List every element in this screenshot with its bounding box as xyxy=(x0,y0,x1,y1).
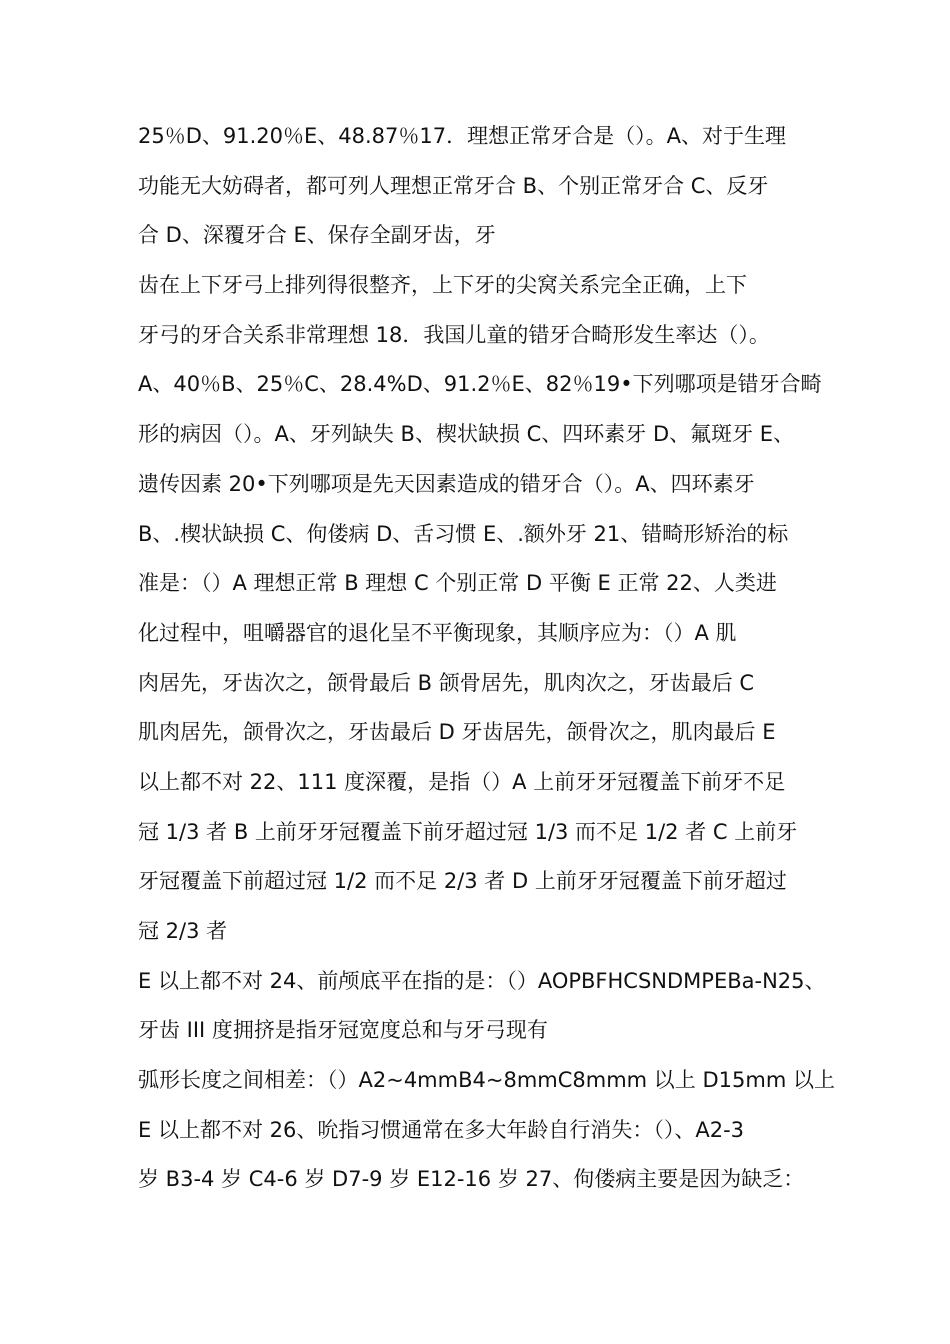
text-line: 功能无大妨碍者，都可列人理想正常牙合 B、个别正常牙合 C、反牙 xyxy=(138,173,769,198)
text-line: 肉居先，牙齿次之，颌骨最后 B 颌骨居先，肌肉次之，牙齿最后 C xyxy=(138,670,755,695)
text-line: 形的病因（）。A、牙列缺失 B、楔状缺损 C、四环素牙 D、氟斑牙 E、 xyxy=(138,422,795,447)
text-line: 牙弓的牙合关系非常理想 18．我国儿童的错牙合畸形发生率达（）。 xyxy=(138,322,770,347)
text-line: A、40％B、25％C、28.4%D、91.2％E、82％19•下列哪项是错牙合畸 xyxy=(138,372,822,397)
text-line: 合 D、深覆牙合 E、保存全副牙齿，牙 xyxy=(138,223,496,248)
text-line: 弧形长度之间相差：（）A2~4mmB4~8mmC8mmm 以上 D15mm 以上 xyxy=(138,1068,835,1093)
text-line: E 以上都不对 26、吮指习惯通常在多大年龄自行消失：（）、A2-3 xyxy=(138,1117,745,1142)
text-line: 牙冠覆盖下前超过冠 1/2 而不足 2/3 者 D 上前牙牙冠覆盖下前牙超过 xyxy=(138,869,787,894)
text-line: 遗传因素 20•下列哪项是先天因素造成的错牙合（）。A、四环素牙 xyxy=(138,471,755,496)
text-line: 肌肉居先，颌骨次之，牙齿最后 D 牙齿居先，颌骨次之，肌肉最后 E xyxy=(138,720,776,745)
text-line: B、.楔状缺损 C、佝偻病 D、舌习惯 E、.额外牙 21、错畸形矫治的标 xyxy=(138,521,789,546)
text-line: 以上都不对 22、111 度深覆，是指（）A 上前牙牙冠覆盖下前牙不足 xyxy=(138,769,786,794)
text-line: 冠 2/3 者 xyxy=(138,919,228,943)
text-line: 准是：（）A 理想正常 B 理想 C 个别正常 D 平衡 E 正常 22、人类进 xyxy=(138,571,777,596)
text-line: 25％D、91.20％E、48.87％17．理想正常牙合是（）。A、对于生理 xyxy=(138,124,786,148)
text-line: 齿在上下牙弓上排列得很整齐，上下牙的尖窝关系完全正确，上下 xyxy=(138,273,747,298)
text-line: 冠 1/3 者 B 上前牙牙冠覆盖下前牙超过冠 1/3 而不足 1/2 者 C 上前牙 xyxy=(138,819,798,844)
text-line: 化过程中，咀嚼器官的退化呈不平衡现象，其顺序应为：（）A 肌 xyxy=(138,620,737,645)
document-body xyxy=(138,112,858,1205)
text-line: E 以上都不对 24、前颅底平在指的是：（）AOPBFHCSNDMPEBa-N25、 xyxy=(138,968,826,993)
text-line: 岁 B3-4 岁 C4-6 岁 D7-9 岁 E12-16 岁 27、佝偻病主要是因为缺乏： xyxy=(138,1167,805,1192)
text-line: 牙齿 III 度拥挤是指牙冠宽度总和与牙弓现有 xyxy=(138,1018,548,1043)
